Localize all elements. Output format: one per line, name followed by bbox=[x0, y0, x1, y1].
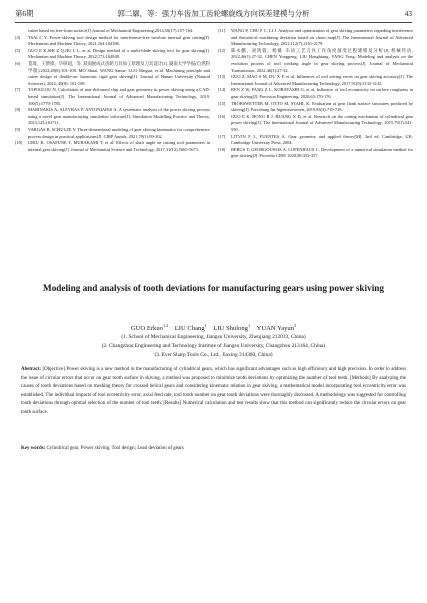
reference-number: [15] bbox=[218, 100, 226, 106]
reference-number bbox=[15, 28, 28, 35]
reference-number: [7] bbox=[15, 87, 21, 93]
reference-text: TSAI C Y. Power-skiving tool design method for interference-free involute internal gear cutting[J]. Mechanism and Machine Theory, 2021,164:104396. bbox=[28, 34, 210, 47]
reference-column-left bbox=[15, 28, 210, 160]
reference-item bbox=[218, 87, 413, 100]
reference-number: [13] bbox=[218, 74, 226, 80]
reference-item bbox=[218, 48, 413, 74]
reference-text: BERGS T, GEORGOUSSIS A, LOPENHAUS C. Development of a numerical simulation method for gear skiving[J]. Procedia CIRP, 2020,88:352-357. bbox=[231, 146, 413, 159]
reference-item bbox=[15, 87, 210, 107]
running-title: 郭二廓，等：强力车齿加工齿轮螺旋线方向误差建模与分析 bbox=[117, 9, 310, 18]
reference-text: GUO E K, HONG R J, HUANG X D, et al. Research on the cutting mechanism of cylindrical gear power skiving[J]. The International Journal of Advanced Manufacturing Technology, 2015,79(1):541-550. bbox=[231, 113, 413, 132]
issue-number: 第6期 bbox=[15, 9, 34, 18]
reference-item bbox=[15, 61, 210, 87]
abstract bbox=[21, 366, 406, 417]
reference-number: [14] bbox=[218, 87, 226, 93]
reference-item bbox=[218, 28, 413, 48]
reference-number: [11] bbox=[218, 28, 226, 33]
reference-text: cutter based on free-form surface[J] Journal of Mechanical Engineering,2014,50(17):157-164. bbox=[28, 28, 194, 33]
reference-item bbox=[218, 147, 413, 160]
author-affiliation-mark: 1 bbox=[204, 323, 207, 328]
reference-text: TRÖBSWETTER M, OTTO M, STAHL K. Evaluation of gear flank surface structures produced by skiving[J]. Forschung Im Ingenieurwesen, 2019,83(3):719-726. bbox=[231, 100, 413, 113]
author-name: LIU Shulong bbox=[213, 325, 248, 333]
reference-item bbox=[15, 48, 210, 61]
author-name: YUAN Yayun bbox=[256, 325, 295, 333]
reference-list bbox=[15, 28, 413, 160]
author-affiliation-mark: 1 bbox=[247, 323, 251, 328]
abstract-text: [Objective] Power skiving is a new method in the manufacturing of cylindrical gears, which has significant advantages such as high efficiency and high precision. In order to address the issue of circular errors that occur on gear tooth surface in skiving, a method was proposed to minimize tooth deviations by optimizing the number of tool teeth. [Methods] By analyzing the causes of tooth deviations based on meshing theory for crossed helical gears and considering kinematic relation in gear skiving, a mathematical model incorporating tool eccentricity error was established. The individual impacts of tool eccentricity error, axial feed rate, tool tooth number on gear tooth deviations were thoroughly discussed. A methodology was suggested for controlling tooth deviations through optimal selection of the number of tool teeth. [Results] Numerical calculation and test results show that this method can significantly reduce the circular errors on gear tooth surface. bbox=[21, 367, 407, 415]
reference-text: REN Z W, FANG Z L, KOBAYASHI G, et al. Influence of tool eccentricity on surface roughness in gear skiving[J]. Precision Engineering, 2020,63:170-176. bbox=[231, 87, 413, 99]
author bbox=[131, 325, 168, 332]
reference-number: [6] bbox=[15, 60, 21, 66]
reference-item bbox=[15, 140, 210, 153]
reference-text: GUO Z, MAO S M, DU X F, et al. Influences of tool setting errors on gear skiving accuracy[J]. The International Journal of Advanced Manufacturing Technology, 2017,91(9):3135-3143. bbox=[231, 74, 413, 86]
reference-number: [10] bbox=[15, 140, 23, 146]
reference-text: URIU K, OSAFUNE T, MURAKAMI T, et al. Effects of shaft angle on cutting tool parameters in internal gear skiving[J]. Journal of Mechanical Science and Technology, 2017,31(12):5665-5673. bbox=[28, 140, 210, 152]
reference-number: [8] bbox=[15, 107, 21, 113]
reference-item bbox=[218, 74, 413, 87]
author-affiliation-mark: 3 bbox=[294, 323, 297, 328]
reference-text: 莫琦，王赞锋，毕研超，等. 双面展成式齿轮刀具加工原理及刀具设计[J]. 湖南大学学报(自然科学版),2022,49(8):101-108. MO Shuai, WANG Sanue, LUO Bingtai, et al. Machining principle and cutter design of double-arc harmonic rigid gear skiving[J]. Journal of Hunan University (Natural Sciences), 2022, 49(8): 101-108. bbox=[28, 60, 210, 86]
reference-number: [16] bbox=[218, 113, 226, 119]
keywords-text: Cylindrical gear, Power skiving, Tool design; Lead deviation of gears bbox=[46, 446, 184, 451]
reference-text: WANG P, CHU F C, LI J. Analysis and optimization of gear skiving parameters regarding interference and theoretical machining deviation based on chaos map[J]. The International Journal of Advanced Manufacturing Technology, 2021,112(7):2161-2179. bbox=[231, 28, 413, 47]
page-number: 43 bbox=[404, 9, 412, 18]
affiliation: (3. Ever Sharp Tools Co., Ltd., Jiaxing 314300, China) bbox=[154, 352, 273, 359]
reference-item bbox=[15, 127, 210, 140]
reference-text: VARGAS B, SCHULZE V. Three-dimensional modeling of gear skiving kinematics for comprehensive process design in practical applications[J]. CIRP Annals, 2021,70(1):99-102. bbox=[28, 126, 210, 139]
keywords bbox=[21, 445, 406, 454]
reference-text: MARINAKIS A, ALEVRAS P, ANTONIADIS A. A systematic analysis of the power skiving process using a novel gear manufacturing simulation software[J]. Simulation Modelling Practice and Theory, 2023,123:102711. bbox=[28, 107, 210, 126]
author bbox=[257, 325, 296, 332]
reference-number: [17] bbox=[218, 133, 226, 139]
running-header bbox=[15, 6, 412, 23]
reference-item bbox=[15, 35, 210, 48]
reference-text: TAPOGLOU N. Calculation of non-deformed chip and gear geometry in power skiving using a CAD-based simulation[J]. The International Journal of Advanced Manufacturing Technology, 2019, 100(5):1779-1785. bbox=[28, 87, 210, 106]
affiliation-list bbox=[0, 333, 427, 361]
reference-number: [12] bbox=[218, 47, 226, 53]
paper-title: Modeling and analysis of tooth deviations for manufacturing gears using power skiving bbox=[43, 283, 384, 293]
affiliation: (1. School of Mechanical Engineering, Jiangsu University, Zhenjiang 212013, China) bbox=[121, 334, 306, 340]
author bbox=[175, 325, 207, 332]
reference-text: 陈永鹏，刘鸿蓉，杨雄. 车齿工艺刀具工作角度演变过程建模及分析[J]. 机械传动, 2022,46(1):27-32. CHEN Yongpeng, LIU Honghiang, YANG Yong. Modeling and analysis on the evolution process of tool working angle in gear skiving process[J]. Journal of Mechanical Transmission, 2022,46(1):27-32. bbox=[231, 47, 413, 73]
reference-number: [4] bbox=[15, 34, 21, 40]
author-affiliation-mark: 1,2 bbox=[162, 323, 169, 328]
reference-item bbox=[15, 107, 210, 127]
reference-item bbox=[218, 114, 413, 134]
author-name: GUO Erkuo bbox=[130, 325, 163, 333]
abstract-label: Abstract: bbox=[21, 367, 42, 372]
author bbox=[213, 325, 250, 332]
reference-item bbox=[218, 134, 413, 147]
reference-column-right bbox=[218, 28, 413, 160]
reference-item bbox=[218, 101, 413, 114]
reference-text: LITVIN F L, FUENTES A. Gear geometry and applied theory[M]. 2nd ed. Cambridge, UK: Cambridge University Press, 2004. bbox=[231, 133, 413, 146]
reference-item bbox=[15, 28, 210, 35]
author-name: LIU Chang bbox=[174, 325, 205, 333]
keywords-label: Key words: bbox=[21, 446, 46, 451]
reference-number: [9] bbox=[15, 126, 21, 132]
reference-text: GUO E K,SHI Z Q,JIU L L, et al. Design method of a multi-blade skiving tool for gear skiving[J]. Mechanism and Machine Theory, 2022,173:104848. bbox=[28, 47, 210, 60]
reference-number: [5] bbox=[15, 47, 21, 53]
reference-number: [18] bbox=[218, 146, 226, 152]
affiliation: (2. Changzhou Engineering and Technology Institute of Jiangsu University, Changzhou 213164, China) bbox=[101, 343, 326, 350]
